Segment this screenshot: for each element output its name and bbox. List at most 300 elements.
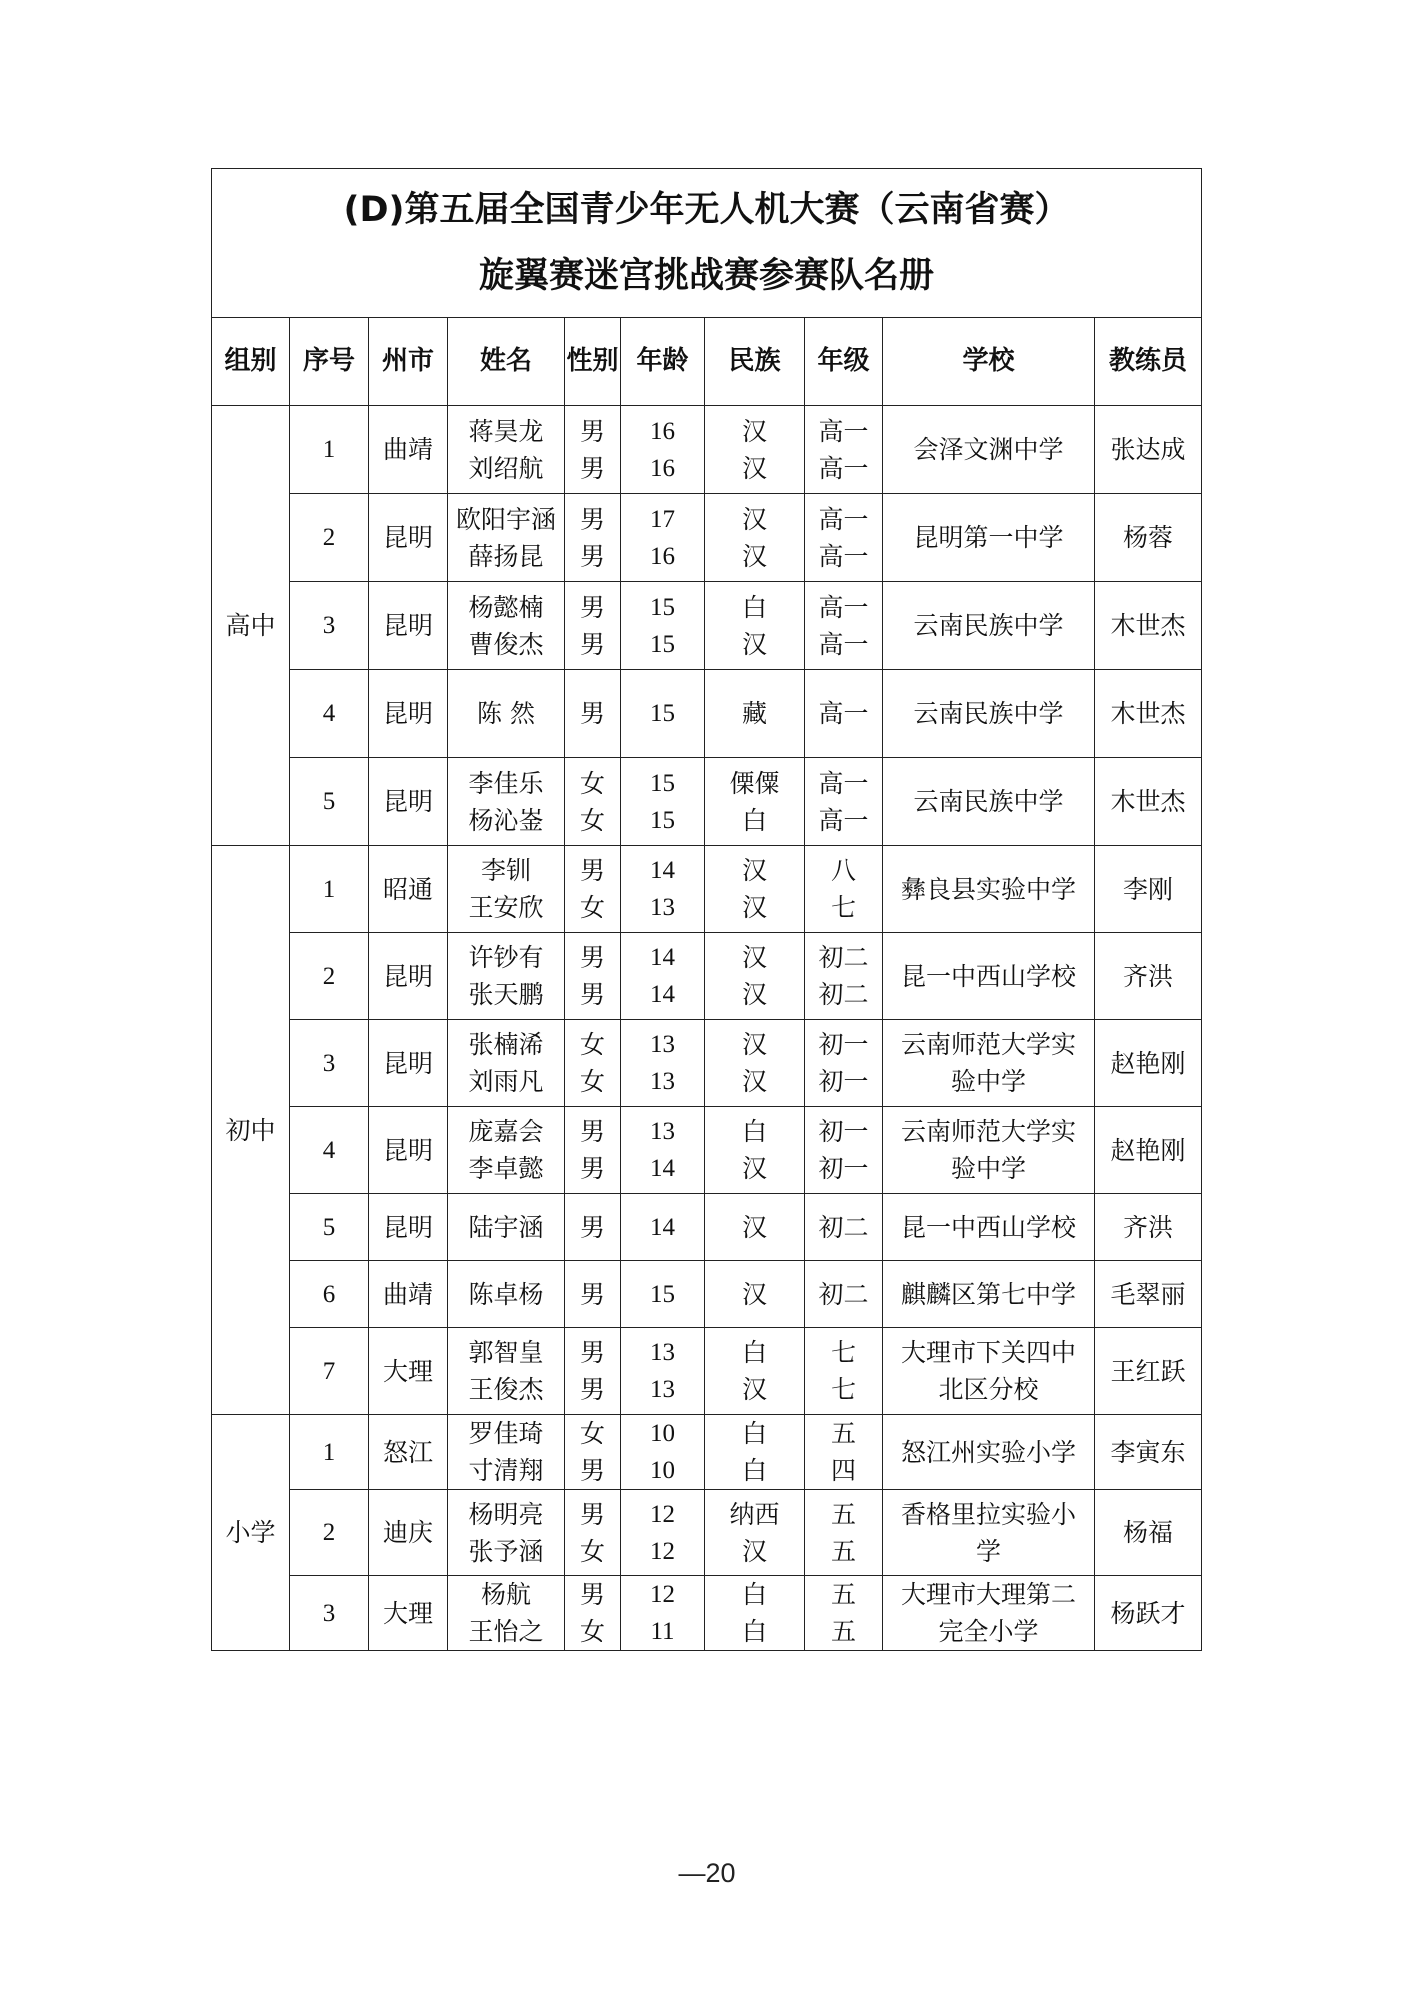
coach-cell: 木世杰 [1095, 670, 1202, 758]
gender-cell-line: 男 [579, 943, 605, 972]
name-cell-line: 蒋昊龙 [468, 416, 544, 446]
grade-cell-line: 高一 [818, 805, 869, 835]
name-cell-line: 李佳乐 [468, 768, 544, 798]
ethnicity-cell-line: 白 [741, 1580, 767, 1609]
seq-cell: 1 [290, 1415, 369, 1490]
seq-cell: 7 [290, 1328, 369, 1415]
seq-cell: 3 [290, 582, 369, 670]
table-row [212, 1107, 1202, 1194]
city-cell: 昆明 [369, 1020, 448, 1107]
coach-cell: 李寅东 [1095, 1415, 1202, 1490]
gender-cell [565, 758, 621, 846]
age-cell [621, 406, 705, 494]
gender-cell-line: 男 [579, 1375, 605, 1404]
age-cell-line: 15 [650, 630, 675, 658]
gender-cell-line: 女 [579, 1617, 605, 1646]
seq-cell: 3 [290, 1020, 369, 1107]
name-cell-line: 王俊杰 [468, 1375, 544, 1404]
gender-cell-line: 男 [579, 1279, 605, 1309]
table-row [212, 933, 1202, 1020]
ethnicity-cell-line: 汉 [741, 893, 767, 922]
grade-cell-line: 初一 [818, 1154, 869, 1183]
grade-cell-line: 七 [830, 893, 856, 922]
header-age: 年龄 [621, 318, 705, 406]
ethnicity-cell [705, 406, 805, 494]
school-cell-line: 云南师范大学实 [900, 1117, 1076, 1146]
gender-cell-line: 男 [579, 856, 605, 885]
ethnicity-cell [705, 1576, 805, 1651]
gender-cell [565, 1576, 621, 1651]
ethnicity-cell [705, 1415, 805, 1490]
gender-cell [565, 846, 621, 933]
header-grade: 年级 [805, 318, 883, 406]
ethnicity-cell-line: 汉 [741, 1154, 767, 1183]
age-cell [621, 1020, 705, 1107]
table-row [212, 1490, 1202, 1576]
school-cell-line: 昆明第一中学 [913, 523, 1064, 552]
ethnicity-cell-line: 汉 [741, 943, 767, 972]
table-row [212, 406, 1202, 494]
grade-cell [805, 406, 883, 494]
grade-cell [805, 1107, 883, 1194]
gender-cell [565, 670, 621, 758]
school-cell [883, 933, 1095, 1020]
city-cell: 曲靖 [369, 406, 448, 494]
age-cell [621, 582, 705, 670]
coach-cell: 赵艳刚 [1095, 1107, 1202, 1194]
age-cell-line: 15 [650, 593, 675, 621]
city-cell: 大理 [369, 1328, 448, 1415]
ethnicity-cell-line: 汉 [741, 1536, 767, 1566]
gender-cell-line: 男 [579, 416, 605, 446]
grade-cell-line: 高一 [818, 699, 869, 728]
table-row [212, 1261, 1202, 1328]
age-cell-line: 13 [650, 1376, 675, 1403]
gender-cell-line: 男 [579, 453, 605, 483]
age-cell [621, 1107, 705, 1194]
name-cell-line: 杨沁崟 [468, 805, 544, 835]
coach-cell: 杨蓉 [1095, 494, 1202, 582]
name-cell-line: 许钞有 [468, 943, 544, 972]
gender-cell-line: 男 [579, 980, 605, 1009]
age-cell-line: 13 [650, 1031, 675, 1058]
ethnicity-cell [705, 1328, 805, 1415]
name-cell-line: 李卓懿 [468, 1154, 544, 1183]
ethnicity-cell-line: 白 [741, 592, 767, 622]
grade-cell-line: 五 [830, 1617, 856, 1646]
gender-cell-line: 男 [579, 592, 605, 622]
name-cell-line: 杨懿楠 [468, 592, 544, 622]
city-cell: 迪庆 [369, 1490, 448, 1576]
school-cell [883, 670, 1095, 758]
name-cell [448, 1194, 565, 1261]
grade-cell-line: 高一 [818, 541, 869, 571]
age-cell-line: 14 [650, 1213, 675, 1241]
gender-cell-line: 男 [579, 1456, 605, 1485]
school-cell-line: 验中学 [950, 1154, 1026, 1183]
coach-cell: 木世杰 [1095, 582, 1202, 670]
age-cell-line: 12 [650, 1500, 675, 1528]
city-cell: 昭通 [369, 846, 448, 933]
table-row [212, 1576, 1202, 1651]
age-cell-line: 17 [650, 505, 675, 533]
school-cell-line: 大理市大理第二 [900, 1580, 1076, 1609]
table-row [212, 846, 1202, 933]
grade-cell-line: 七 [830, 1375, 856, 1404]
seq-cell: 2 [290, 933, 369, 1020]
name-cell-line: 郭智皇 [468, 1338, 544, 1367]
ethnicity-cell-line: 汉 [741, 416, 767, 446]
name-cell-line: 杨航 [480, 1580, 531, 1609]
age-cell-line: 15 [650, 806, 675, 834]
age-cell-line: 10 [650, 1420, 675, 1447]
gender-cell-line: 男 [579, 1580, 605, 1609]
group-label: 初中 [212, 846, 290, 1415]
name-cell [448, 670, 565, 758]
school-cell-line: 云南民族中学 [913, 699, 1064, 728]
grade-cell-line: 四 [830, 1456, 856, 1485]
ethnicity-cell [705, 1194, 805, 1261]
school-cell-line: 云南师范大学实 [900, 1030, 1076, 1059]
seq-cell: 1 [290, 406, 369, 494]
name-cell-line: 王安欣 [468, 893, 544, 922]
header-group: 组别 [212, 318, 290, 406]
ethnicity-cell-line: 汉 [741, 1067, 767, 1096]
gender-cell-line: 男 [579, 629, 605, 659]
school-cell [883, 1020, 1095, 1107]
table-row [212, 1020, 1202, 1107]
name-cell-line: 张天鹏 [468, 980, 544, 1009]
header-coach: 教练员 [1095, 318, 1202, 406]
table-row [212, 758, 1202, 846]
gender-cell-line: 女 [579, 893, 605, 922]
school-cell-line: 昆一中西山学校 [900, 961, 1076, 991]
grade-cell-line: 高一 [818, 504, 869, 534]
coach-cell: 杨跃才 [1095, 1576, 1202, 1651]
city-cell: 昆明 [369, 1107, 448, 1194]
seq-cell: 2 [290, 494, 369, 582]
name-cell-line: 张予涵 [468, 1536, 544, 1566]
grade-cell [805, 933, 883, 1020]
gender-cell [565, 1415, 621, 1490]
header-school: 学校 [883, 318, 1095, 406]
coach-cell: 王红跃 [1095, 1328, 1202, 1415]
grade-cell [805, 846, 883, 933]
school-cell [883, 582, 1095, 670]
age-cell [621, 846, 705, 933]
school-cell-line: 学 [975, 1536, 1001, 1566]
city-cell: 怒江 [369, 1415, 448, 1490]
age-cell [621, 758, 705, 846]
age-cell-line: 13 [650, 1339, 675, 1366]
name-cell-line: 杨明亮 [468, 1499, 544, 1529]
ethnicity-cell-line: 汉 [741, 504, 767, 534]
ethnicity-cell-line: 白 [741, 1338, 767, 1367]
grade-cell-line: 初二 [818, 1212, 869, 1242]
age-cell [621, 1576, 705, 1651]
header-row [212, 318, 1202, 406]
age-cell-line: 13 [650, 894, 675, 921]
city-cell: 昆明 [369, 758, 448, 846]
grade-cell-line: 初二 [818, 980, 869, 1009]
coach-cell: 李刚 [1095, 846, 1202, 933]
grade-cell-line: 高一 [818, 592, 869, 622]
school-cell [883, 1328, 1095, 1415]
seq-cell: 2 [290, 1490, 369, 1576]
gender-cell-line: 男 [579, 1117, 605, 1146]
title-cell [212, 169, 1202, 318]
ethnicity-cell-line: 汉 [741, 1375, 767, 1404]
school-cell [883, 1490, 1095, 1576]
grade-cell-line: 高一 [818, 768, 869, 798]
name-cell [448, 582, 565, 670]
ethnicity-cell-line: 藏 [741, 699, 767, 728]
school-cell-line: 大理市下关四中 [900, 1338, 1076, 1367]
coach-cell: 齐洪 [1095, 1194, 1202, 1261]
name-cell-line: 欧阳宇涵 [455, 504, 556, 534]
gender-cell-line: 男 [579, 1499, 605, 1529]
gender-cell-line: 女 [579, 805, 605, 835]
gender-cell [565, 933, 621, 1020]
grade-cell [805, 1194, 883, 1261]
school-cell [883, 1261, 1095, 1328]
header-ethnicity: 民族 [705, 318, 805, 406]
ethnicity-cell [705, 1107, 805, 1194]
school-cell [883, 406, 1095, 494]
ethnicity-cell [705, 1490, 805, 1576]
city-cell: 大理 [369, 1576, 448, 1651]
table-row [212, 494, 1202, 582]
seq-cell: 3 [290, 1576, 369, 1651]
document-subtitle: 旋翼赛迷宫挑战赛参赛队名册 [479, 256, 935, 296]
age-cell-line: 14 [650, 857, 675, 884]
gender-cell [565, 1107, 621, 1194]
grade-cell [805, 1576, 883, 1651]
title-row [212, 169, 1202, 318]
seq-cell: 5 [290, 758, 369, 846]
age-cell-line: 14 [650, 981, 675, 1008]
coach-cell: 杨福 [1095, 1490, 1202, 1576]
name-cell-line: 刘绍航 [468, 453, 544, 483]
group-label: 小学 [212, 1415, 290, 1651]
grade-cell-line: 七 [830, 1338, 856, 1367]
ethnicity-cell [705, 494, 805, 582]
grade-cell-line: 初一 [818, 1030, 869, 1059]
age-cell-line: 15 [650, 769, 675, 797]
gender-cell-line: 男 [579, 1338, 605, 1367]
gender-cell-line: 女 [579, 1030, 605, 1059]
school-cell [883, 1415, 1095, 1490]
grade-cell [805, 758, 883, 846]
table-row [212, 1194, 1202, 1261]
gender-cell-line: 男 [579, 541, 605, 571]
group-label: 高中 [212, 406, 290, 846]
ethnicity-cell-line: 纳西 [729, 1499, 780, 1529]
ethnicity-cell-line: 傈僳 [729, 768, 780, 798]
name-cell-line: 刘雨凡 [468, 1067, 544, 1096]
name-cell-line: 寸清翔 [468, 1456, 544, 1485]
city-cell: 昆明 [369, 1194, 448, 1261]
grade-cell [805, 670, 883, 758]
coach-cell: 赵艳刚 [1095, 1020, 1202, 1107]
gender-cell-line: 女 [579, 1536, 605, 1566]
name-cell [448, 1415, 565, 1490]
name-cell [448, 1107, 565, 1194]
city-cell: 昆明 [369, 933, 448, 1020]
age-cell-line: 15 [650, 700, 675, 727]
name-cell-line: 陆宇涵 [468, 1212, 544, 1242]
coach-cell: 毛翠丽 [1095, 1261, 1202, 1328]
gender-cell [565, 1328, 621, 1415]
grade-cell [805, 1328, 883, 1415]
gender-cell-line: 女 [579, 1419, 605, 1448]
seq-cell: 1 [290, 846, 369, 933]
name-cell-line: 罗佳琦 [468, 1419, 544, 1448]
grade-cell [805, 1261, 883, 1328]
age-cell-line: 10 [650, 1457, 675, 1484]
gender-cell-line: 男 [579, 1154, 605, 1183]
school-cell-line: 完全小学 [938, 1617, 1039, 1646]
gender-cell [565, 406, 621, 494]
age-cell-line: 12 [650, 1537, 675, 1565]
school-cell-line: 云南民族中学 [913, 611, 1064, 640]
age-cell-line: 16 [650, 542, 675, 570]
school-cell [883, 1107, 1095, 1194]
name-cell-line: 庞嘉会 [468, 1117, 544, 1146]
ethnicity-cell [705, 933, 805, 1020]
age-cell-line: 14 [650, 944, 675, 971]
grade-cell-line: 五 [830, 1499, 856, 1529]
age-cell-line: 14 [650, 1155, 675, 1182]
gender-cell [565, 1261, 621, 1328]
name-cell [448, 1490, 565, 1576]
age-cell [621, 1415, 705, 1490]
ethnicity-cell-line: 汉 [741, 856, 767, 885]
seq-cell: 6 [290, 1261, 369, 1328]
gender-cell-line: 女 [579, 768, 605, 798]
ethnicity-cell-line: 汉 [741, 629, 767, 659]
grade-cell [805, 1020, 883, 1107]
ethnicity-cell [705, 582, 805, 670]
ethnicity-cell-line: 汉 [741, 541, 767, 571]
header-name: 姓名 [448, 318, 565, 406]
school-cell-line: 昆一中西山学校 [900, 1212, 1076, 1242]
grade-cell-line: 初二 [818, 1279, 869, 1309]
table-row [212, 582, 1202, 670]
gender-cell [565, 1020, 621, 1107]
ethnicity-cell-line: 白 [741, 1117, 767, 1146]
gender-cell-line: 男 [579, 699, 605, 728]
grade-cell [805, 1490, 883, 1576]
ethnicity-cell-line: 白 [741, 1617, 767, 1646]
school-cell-line: 云南民族中学 [913, 787, 1064, 816]
city-cell: 昆明 [369, 582, 448, 670]
name-cell [448, 406, 565, 494]
grade-cell [805, 582, 883, 670]
name-cell [448, 758, 565, 846]
seq-cell: 4 [290, 670, 369, 758]
gender-cell [565, 582, 621, 670]
document-title: (D)第五届全国青少年无人机大赛（云南省赛） [343, 190, 1070, 230]
seq-cell: 5 [290, 1194, 369, 1261]
ethnicity-cell-line: 汉 [741, 1212, 767, 1242]
header-gender: 性别 [565, 318, 621, 406]
roster-table [211, 168, 1202, 1651]
school-cell-line: 北区分校 [938, 1375, 1039, 1404]
table-row [212, 1328, 1202, 1415]
name-cell [448, 1020, 565, 1107]
name-cell [448, 1328, 565, 1415]
age-cell [621, 1328, 705, 1415]
name-cell-line: 陈 然 [477, 699, 535, 728]
school-cell-line: 验中学 [950, 1067, 1026, 1096]
header-seq: 序号 [290, 318, 369, 406]
gender-cell-line: 男 [579, 504, 605, 534]
age-cell-line: 12 [650, 1581, 675, 1608]
name-cell-line: 薛扬昆 [468, 541, 544, 571]
ethnicity-cell-line: 汉 [741, 1279, 767, 1309]
ethnicity-cell [705, 1261, 805, 1328]
ethnicity-cell-line: 白 [741, 1419, 767, 1448]
ethnicity-cell [705, 758, 805, 846]
school-cell [883, 1194, 1095, 1261]
name-cell-line: 曹俊杰 [468, 629, 544, 659]
grade-cell-line: 五 [830, 1580, 856, 1609]
coach-cell: 木世杰 [1095, 758, 1202, 846]
ethnicity-cell [705, 1020, 805, 1107]
name-cell [448, 494, 565, 582]
city-cell: 曲靖 [369, 1261, 448, 1328]
gender-cell-line: 男 [579, 1212, 605, 1242]
name-cell-line: 陈卓杨 [468, 1279, 544, 1309]
grade-cell-line: 高一 [818, 453, 869, 483]
table-row [212, 1415, 1202, 1490]
gender-cell [565, 1490, 621, 1576]
header-city: 州市 [369, 318, 448, 406]
table-row [212, 670, 1202, 758]
school-cell-line: 香格里拉实验小 [900, 1499, 1076, 1529]
ethnicity-cell [705, 846, 805, 933]
school-cell [883, 758, 1095, 846]
age-cell-line: 13 [650, 1068, 675, 1095]
school-cell [883, 846, 1095, 933]
ethnicity-cell-line: 汉 [741, 980, 767, 1009]
age-cell-line: 16 [650, 454, 675, 482]
school-cell-line: 麒麟区第七中学 [900, 1279, 1076, 1309]
gender-cell-line: 女 [579, 1067, 605, 1096]
age-cell [621, 494, 705, 582]
grade-cell-line: 五 [830, 1419, 856, 1448]
grade-cell [805, 1415, 883, 1490]
coach-cell: 齐洪 [1095, 933, 1202, 1020]
grade-cell-line: 初一 [818, 1117, 869, 1146]
grade-cell-line: 五 [830, 1536, 856, 1566]
seq-cell: 4 [290, 1107, 369, 1194]
gender-cell [565, 494, 621, 582]
school-cell-line: 彝良县实验中学 [900, 874, 1076, 904]
age-cell-line: 13 [650, 1118, 675, 1145]
gender-cell [565, 1194, 621, 1261]
name-cell [448, 1576, 565, 1651]
ethnicity-cell-line: 汉 [741, 1030, 767, 1059]
city-cell: 昆明 [369, 494, 448, 582]
grade-cell-line: 初一 [818, 1067, 869, 1096]
ethnicity-cell-line: 白 [741, 805, 767, 835]
name-cell-line: 李钏 [480, 856, 531, 885]
school-cell [883, 1576, 1095, 1651]
grade-cell-line: 八 [830, 856, 856, 885]
ethnicity-cell [705, 670, 805, 758]
